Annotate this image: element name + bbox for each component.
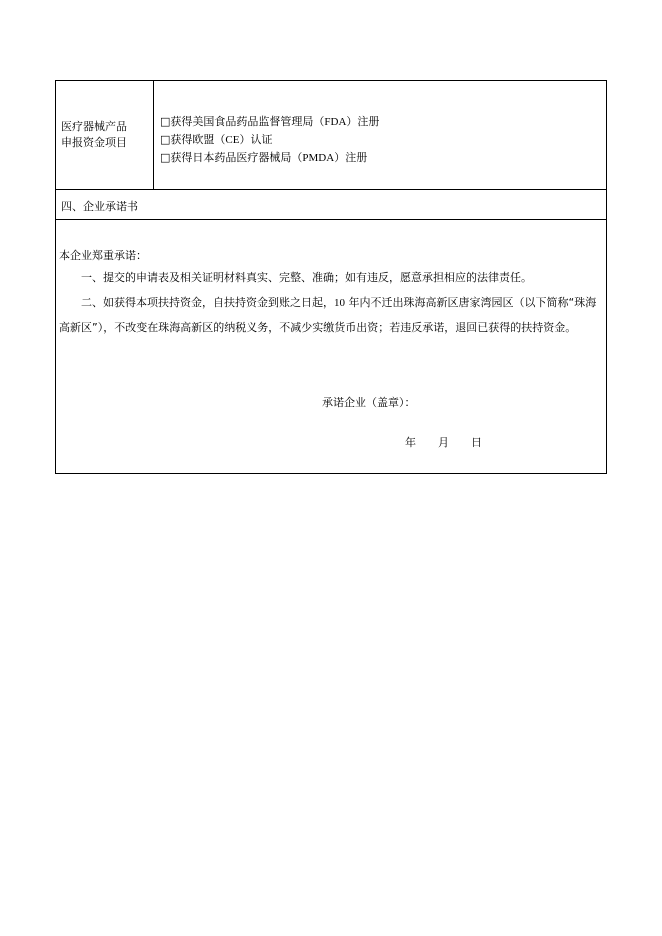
option-text-suffix: ）认证 bbox=[239, 133, 273, 146]
option-fda-registration[interactable] bbox=[160, 113, 379, 131]
checkbox-icon[interactable]: □ bbox=[160, 115, 171, 128]
date-day-label: 日 bbox=[471, 436, 482, 449]
product-funding-label bbox=[61, 119, 127, 150]
application-table bbox=[55, 80, 607, 474]
option-pmda-registration[interactable] bbox=[160, 149, 379, 167]
option-text: 获得欧盟（ bbox=[170, 133, 226, 146]
date-year-label: 年 bbox=[405, 436, 416, 449]
option-text: 获得美国食品药品监督管理局（ bbox=[170, 115, 325, 128]
date-line bbox=[405, 434, 504, 450]
product-funding-row bbox=[56, 81, 606, 190]
checkbox-icon[interactable]: □ bbox=[160, 151, 171, 164]
label-line-1: 医疗器械产品 bbox=[61, 120, 127, 133]
section-title: 四、企业承诺书 bbox=[61, 200, 138, 213]
section-header-row bbox=[56, 190, 606, 220]
signature-label: 承诺企业（盖章）： bbox=[322, 396, 416, 409]
option-abbrev: CE bbox=[225, 134, 240, 146]
funding-options-list bbox=[160, 113, 379, 167]
option-ce-certification[interactable] bbox=[160, 131, 379, 149]
commitment-item-2 bbox=[59, 291, 605, 340]
checkbox-icon[interactable]: □ bbox=[160, 133, 171, 146]
commitment-row bbox=[56, 220, 606, 473]
option-abbrev: FDA bbox=[324, 116, 347, 128]
option-abbrev: PMDA bbox=[302, 152, 335, 164]
commitment-intro: 本企业郑重承诺： bbox=[59, 249, 147, 262]
option-text-suffix: ）注册 bbox=[346, 115, 380, 128]
item2-years: 10 bbox=[334, 297, 345, 309]
item2-text-a: 二、如获得本项扶持资金，自扶持资金到账之日起， bbox=[81, 296, 334, 309]
item2-text-b: 年内不迁出珠海高新区唐家湾园区（以下简称“珠海高新区”），不改变在珠海高新区的纳税义务，不减少实缴货币出资；若违反承诺，退回已获得的扶持资金。 bbox=[59, 296, 597, 334]
commitment-item-1: 一、提交的申请表及相关证明材料真实、完整、准确；如有违反，愿意承担相应的法律责任。 bbox=[81, 271, 532, 284]
option-text-suffix: ）注册 bbox=[334, 151, 368, 164]
date-month-label: 月 bbox=[438, 436, 449, 449]
product-funding-label-cell bbox=[56, 81, 154, 189]
option-text: 获得日本药品医疗器械局（ bbox=[170, 151, 303, 164]
label-line-2: 申报资金项目 bbox=[61, 135, 127, 149]
